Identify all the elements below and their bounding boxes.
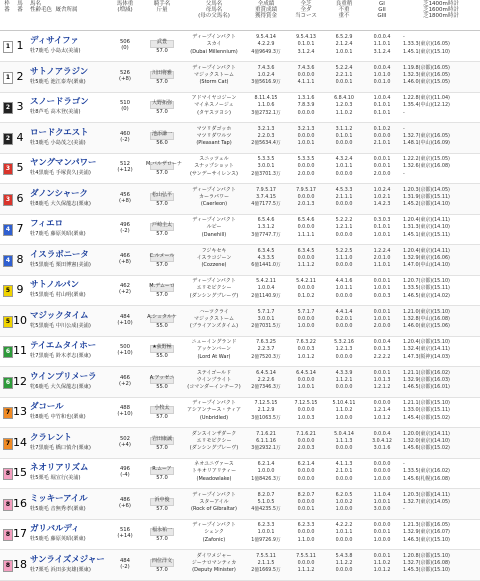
jockey-weight: 57.0 xyxy=(156,475,168,481)
table-row[interactable] xyxy=(0,519,480,550)
waku-badge: 3 xyxy=(3,163,13,175)
jockey-weight: 57.0 xyxy=(156,566,168,573)
best-times: 1.20.0(東京)(14.11) 1.32.0(東京)(14.10) 1.45.6(京都)(15.02) xyxy=(403,430,450,452)
track-record: 3.1.1.2 0.1.0.1 0.0.0.0 xyxy=(335,126,353,147)
pedigree: ハーツクライ マジックストーム (ブライアンズタイム) xyxy=(189,308,239,330)
waku-badge: 5 xyxy=(3,285,13,297)
waku-badge: 8 xyxy=(3,499,13,511)
best-times: 1.21.0(東京)(15.10) 1.32.8(中山)(16.08) 1.46.0(東京)(15.06) xyxy=(403,308,450,330)
header-pedigree: 父馬名 母馬名 (母の父馬名) xyxy=(198,1,230,20)
horse-info: 牡5栗毛 堀宣行(美浦) xyxy=(30,475,81,481)
horse-info: 牝5黒鹿毛 中川公成(美浦) xyxy=(30,322,91,329)
horse-name-link[interactable]: ダノンシャーク xyxy=(30,188,88,199)
horse-name-link[interactable]: ダコール xyxy=(30,402,64,412)
table-row[interactable] xyxy=(0,153,480,184)
horse-name-link[interactable]: ミッキーアイル xyxy=(30,493,88,504)
course-record: 6.2.3.3 0.0.0.0 1.1.0.0 xyxy=(297,523,315,543)
header-grade: GI GII GIII xyxy=(377,1,387,20)
table-header xyxy=(0,0,480,31)
track-record: 4.3.2.4 1.0.1.1 0.0.0.0 xyxy=(335,157,353,177)
waku-badge: 4 xyxy=(3,255,13,267)
table-row[interactable] xyxy=(0,428,480,459)
jockey-cell xyxy=(146,221,178,237)
jockey-name: 松山弘平 xyxy=(151,191,172,198)
course-record: 7.5.5.11 0.0.0.0 1.1.1.2 xyxy=(296,553,316,574)
table-row[interactable] xyxy=(0,184,480,215)
horse-number: 8 xyxy=(16,252,24,266)
body-weight: 484 (-2) xyxy=(119,557,131,570)
waku-badge: 8 xyxy=(3,468,13,480)
jockey-cell xyxy=(146,282,178,298)
best-times: 1.20.8(京都)(15.10) 1.32.7(京都)(16.08) 1.45.3(京都)(15.10) xyxy=(403,552,450,574)
body-weight: 484 (+10) xyxy=(117,313,133,326)
table-row[interactable] xyxy=(0,214,480,245)
header-weight: 馬体重 (増減) xyxy=(116,1,134,14)
overall-record: 6.5.4.6 1.3.1.2 3億7747.7万 xyxy=(251,218,281,238)
pedigree: ディープインパクト スターアイル (Rock of Gibraltar) xyxy=(191,491,237,513)
horse-info: 牡8芦毛 高木登(美浦) xyxy=(30,109,81,115)
jockey-cell xyxy=(146,191,178,207)
jockey-cell xyxy=(146,343,178,359)
header-track: 良重稍 不重 重不 xyxy=(335,1,353,20)
horse-info: 牡5黒鹿毛 村山明(栗東) xyxy=(30,292,86,298)
body-weight: 510 (0) xyxy=(119,100,131,113)
overall-record: 5.3.3.5 3.0.0.1 2億3701.3万 xyxy=(251,157,281,177)
jockey-weight: 55.0 xyxy=(156,322,168,329)
course-record: 6.5.4.6 0.0.0.0 1.1.1.1 xyxy=(297,218,315,238)
jockey-name: 戸崎圭太 xyxy=(151,222,172,228)
course-record: 6.2.1.4 0.0.0.0 0.0.0.0 xyxy=(297,462,315,482)
track-record: 5.10.4.11 1.1.0.2 1.0.0.0 xyxy=(332,401,356,421)
waku-badge: 7 xyxy=(3,438,13,450)
grade-record: 1.0.2.4 1.0.2.1 1.4.2.3 xyxy=(373,187,391,208)
horse-info: 牡5鹿毛 池江泰寿(栗東) xyxy=(30,78,86,85)
track-record: 4.4.1.4 0.2.0.1 0.0.0.0 xyxy=(335,309,353,330)
waku-badge: 3 xyxy=(3,194,13,206)
body-weight: 460 (-2) xyxy=(119,130,131,143)
jockey-name: A.シュタルケ xyxy=(147,313,177,320)
track-record: 4.1.1.3 2.1.0.1 0.0.0.0 xyxy=(335,462,353,482)
best-times: 1.20.4(京都)(15.10) 1.32.4(東京)(14.11) 1.47.3(阪神)(14.03) xyxy=(403,339,450,360)
jockey-weight: 57.0 xyxy=(156,231,168,237)
horse-number: 15 xyxy=(13,466,27,479)
pedigree: フジキセキ イスラコジーン (Cozzene) xyxy=(196,247,232,269)
body-weight: 456 (+8) xyxy=(119,191,131,204)
header-horse: 馬名 性齢毛色 厩舎所属 xyxy=(30,1,78,14)
waku-badge: 2 xyxy=(3,102,13,114)
pedigree: ディープインパクト アシアンナース・ティア (Unbridled) xyxy=(187,400,241,421)
header-num: 馬 番 xyxy=(17,1,23,14)
horse-number: 17 xyxy=(13,527,27,540)
track-record: 4.4.1.6 1.0.1.1 0.0.0.0 xyxy=(335,279,353,299)
overall-record: 9.5.4.14 4.2.2.9 4億9649.3万 xyxy=(251,35,281,55)
jockey-name: 小牧太 xyxy=(154,405,170,411)
overall-record: 7.12.5.15 2.1.2.9 3億1063.5万 xyxy=(251,401,281,421)
waku-badge: 1 xyxy=(3,41,13,53)
pedigree: ニューイングランド アッケンバーン (Lord At War) xyxy=(191,339,237,360)
jockey-cell xyxy=(146,435,178,451)
track-record: 5.2.2.4 2.2.1.1 0.0.0.1 xyxy=(335,65,353,86)
jockey-weight: 57.0 xyxy=(156,536,168,542)
grade-record: 0.0.0.1 1.0.0.1 2.0.0.0 xyxy=(373,309,391,330)
jockey-name: M.バルザローナ xyxy=(146,161,182,167)
jockey-weight: 57.0 xyxy=(156,292,168,298)
grade-record: 1.0.0.4 0.1.0.1 0.1.0.1 xyxy=(373,96,391,116)
table-row[interactable] xyxy=(0,336,480,367)
overall-record: 7.4.3.6 1.0.2.4 3億5616.9万 xyxy=(251,65,281,86)
horse-name-link[interactable]: イスラボニータ xyxy=(30,249,89,260)
pedigree: ネオユニヴァース トキオリアリティー (Meadowlake) xyxy=(191,461,237,482)
waku-badge: 2 xyxy=(3,133,13,145)
jockey-weight: 57.0 xyxy=(156,78,168,85)
best-times: 1.22.8(東京)(11.04) 1.35.4(中山)(12.12) - xyxy=(403,95,450,116)
course-record: 7.9.5.17 0.0.0.0 2.0.1.3 xyxy=(296,187,316,208)
horse-info: 牡5黒鹿毛 栗田博憲(美浦) xyxy=(30,261,91,268)
jockey-weight: 55.0 xyxy=(156,383,168,390)
course-record: 7.12.5.15 0.0.0.0 1.0.0.3 xyxy=(294,401,318,421)
horse-info: 牡7黒鹿毛 鈴木孝志(栗東) xyxy=(30,353,91,359)
waku-badge: 5 xyxy=(3,316,13,328)
jockey-name: 武豊 xyxy=(156,39,167,45)
grade-record: 0.1.0.2 0.0.0.0 2.1.0.1 xyxy=(373,126,391,147)
header-waku: 枠 番 xyxy=(4,1,10,14)
waku-badge: 7 xyxy=(3,407,13,419)
jockey-weight: 57.0 xyxy=(156,109,168,115)
horse-name-link[interactable]: フィエロ xyxy=(30,219,63,229)
table-row[interactable] xyxy=(0,31,480,62)
horse-info: 牡7鹿毛 藤原英昭(栗東) xyxy=(30,231,86,237)
horse-info: 牡7鹿毛 小島太(美浦) xyxy=(30,48,81,54)
header-times: 芝1400m時計 芝1600m時計 芝1800m時計 xyxy=(423,1,459,20)
course-record: 7.4.3.6 0.0.0.0 4.1.1.1 xyxy=(297,65,315,86)
horse-number: 11 xyxy=(13,344,27,357)
body-weight: 500 (+10) xyxy=(117,344,133,357)
jockey-name: ★荻野極 xyxy=(152,344,172,350)
pedigree: ディープインパクト エリモピクシー (ダンシングブレーヴ) xyxy=(189,278,239,299)
best-times: 1.20.3(京都)(14.11) 1.32.7(東京)(14.05) - xyxy=(403,491,450,513)
course-record: 3.2.1.3 0.0.0.0 1.0.0.1 xyxy=(297,126,315,147)
horse-info: 牡8鹿毛 大久保龍志(栗東) xyxy=(30,200,91,207)
track-record: 6.2.0.5 1.0.0.2 1.0.0.0 xyxy=(335,492,353,513)
jockey-name: R.ムーア xyxy=(152,466,172,472)
jockey-name: 四位洋文 xyxy=(151,557,172,564)
body-weight: 506 (0) xyxy=(119,39,131,52)
header-course: 全芝 全ダ 当コース xyxy=(295,1,317,20)
body-weight: 486 (+6) xyxy=(119,496,131,509)
jockey-cell xyxy=(146,99,178,115)
horse-name-link[interactable]: サトノルパン xyxy=(30,280,79,290)
jockey-name: A.アッゼニ xyxy=(149,374,175,381)
table-row[interactable] xyxy=(0,92,480,123)
horse-name-link[interactable]: ガリバルディ xyxy=(30,524,80,534)
table-row[interactable] xyxy=(0,306,480,337)
waku-badge: 6 xyxy=(3,346,13,358)
horse-name-link[interactable]: マジックタイム xyxy=(30,310,89,321)
horse-number: 3 xyxy=(16,100,24,113)
jockey-weight: 57.0 xyxy=(156,414,168,420)
horse-name-link[interactable]: ディサイファ xyxy=(30,36,79,46)
grade-record: 0.0.0.0 0.0.0.1 1.0.0.0 xyxy=(373,523,391,543)
overall-record: 6.4.5.14 2.2.2.6 2億7346.3万 xyxy=(251,370,281,391)
body-weight: 516 (+14) xyxy=(117,527,133,540)
jockey-weight: 57.0 xyxy=(156,444,168,451)
jockey-cell xyxy=(146,313,178,329)
overall-record: 6.3.4.5 4.3.3.5 6億1441.0万 xyxy=(251,248,281,269)
grade-record: 0.0.0.0 0.0.0.0 1.0.0.0 xyxy=(373,462,391,482)
body-weight: 466 (+8) xyxy=(119,252,131,265)
jockey-name: 大野拓弥 xyxy=(151,100,172,106)
waku-badge: 8 xyxy=(3,560,13,572)
header-jockey: 騎手名 斤量 xyxy=(153,1,171,14)
overall-record: 5.4.2.11 1.0.0.4 2億1140.9万 xyxy=(251,279,281,299)
best-times: 1.20.4(東京)(14.11) 1.32.9(東京)(16.06) 1.47.0(中山)(14.10) xyxy=(403,247,450,269)
course-record: 7.1.6.21 0.0.0.0 2.0.0.3 xyxy=(296,431,316,452)
jockey-cell xyxy=(146,69,178,85)
horse-name-link[interactable]: スノードラゴン xyxy=(30,97,89,107)
grade-record: 0.0.0.4 1.0.1.0 0.0.1.0 xyxy=(373,65,391,86)
horse-info: 牡5鹿毛 音無秀孝(栗東) xyxy=(30,505,86,512)
track-record: 5.4.3.8 1.1.2.2 0.0.0.0 xyxy=(335,553,353,574)
jockey-cell xyxy=(146,38,178,54)
body-weight: 526 (+8) xyxy=(119,69,131,82)
overall-record: 7.5.5.11 2.1.1.5 2億1669.5万 xyxy=(251,553,281,574)
track-record: 5.0.4.14 1.1.1.3 0.0.0.0 xyxy=(334,431,354,452)
grade-record: 0.0.0.1 1.0.1.3 1.2.1.2 xyxy=(373,370,391,391)
overall-record: 6.2.1.4 1.0.0.0 1億8426.3万 xyxy=(251,462,281,482)
course-record: 7.6.3.22 0.0.0.3 1.0.1.2 xyxy=(296,340,316,360)
pedigree: ダンスインザダーク エリモピクシー (ダンシングブレーヴ) xyxy=(189,430,239,452)
horse-number: 18 xyxy=(13,557,27,571)
track-record: 5.3.2.16 1.2.1.3 0.0.0.0 xyxy=(334,340,354,360)
table-row[interactable] xyxy=(0,275,480,306)
table-row[interactable] xyxy=(0,550,480,581)
horse-number: 2 xyxy=(16,69,24,83)
best-times: 1.20.7(京都)(15.10) 1.33.5(京都)(15.11) 1.46.5(東京)(14.02) xyxy=(403,278,450,299)
horse-number: 16 xyxy=(13,496,27,510)
grade-record: 0.0.0.0 1.2.1.4 1.0.1.2 xyxy=(373,401,391,421)
pedigree: ステイゴールド ウインブライト (コマンダーインチーフ) xyxy=(187,369,241,391)
jockey-cell xyxy=(146,130,178,146)
jockey-cell xyxy=(146,526,178,542)
horse-name-link[interactable]: ヤングマンパワー xyxy=(30,158,97,168)
track-record: 4.3.3.9 1.1.2.1 0.0.0.0 xyxy=(335,370,353,391)
course-record: 9.5.4.13 0.1.0.1 3.1.2.4 xyxy=(296,35,316,55)
grade-record: 0.3.0.3 0.1.0.1 1.0.0.1 xyxy=(373,218,391,238)
horse-info: 牝6鹿毛 大久保龍志(栗東) xyxy=(30,383,91,390)
overall-record: 6.2.3.3 1.0.0.1 1億9726.9万 xyxy=(251,523,281,543)
jockey-weight: 57.0 xyxy=(156,48,168,54)
table-row[interactable] xyxy=(0,62,480,93)
horse-number: 9 xyxy=(16,283,24,296)
overall-record: 7.6.3.25 2.2.3.7 2億7520.3万 xyxy=(251,340,281,360)
course-record: 6.3.4.5 0.0.0.0 1.1.1.2 xyxy=(297,248,315,269)
jockey-cell xyxy=(146,160,182,176)
horse-info: 牡7黒鹿毛 橋口慎介(栗東) xyxy=(30,444,91,451)
waku-badge: 6 xyxy=(3,377,13,389)
track-record: 4.2.2.2 1.0.1.1 0.0.0.0 xyxy=(335,523,353,543)
track-record: 5.2.2.2 1.2.1.1 0.0.0.0 xyxy=(335,218,353,238)
pedigree: ディープインパクト ルビー (Danehill) xyxy=(192,217,236,238)
best-times: - 1.33.5(東京)(16.02) 1.45.6(札幌)(16.08) xyxy=(403,461,450,482)
body-weight: 462 (+2) xyxy=(119,283,131,296)
overall-record: 3.2.1.3 2.2.0.3 2億5634.4万 xyxy=(251,126,281,147)
jockey-weight: 57.0 xyxy=(156,261,168,268)
horse-name-link[interactable]: テイエムタイホー xyxy=(30,341,97,351)
grade-record: 0.0.0.4 1.1.0.1 3.1.2.4 xyxy=(373,35,391,55)
body-weight: 502 (+4) xyxy=(119,435,131,448)
jockey-cell xyxy=(146,404,178,420)
waku-badge: 4 xyxy=(3,224,13,236)
horse-number: 14 xyxy=(13,435,27,449)
horse-number: 5 xyxy=(16,161,24,174)
horse-name-link[interactable]: サンライズメジャー xyxy=(30,554,105,565)
grade-record: 1.2.2.4 2.0.1.0 1.1.0.1 xyxy=(373,248,391,269)
jockey-cell xyxy=(146,374,178,390)
horse-number: 10 xyxy=(13,313,27,327)
overall-record: 8.11.4.15 1.1.0.6 3億2732.1万 xyxy=(251,96,281,116)
table-row[interactable] xyxy=(0,367,480,398)
grade-record: 1.1.0.4 1.0.0.1 3.0.0.0 xyxy=(373,492,391,513)
horse-number: 6 xyxy=(16,191,24,205)
track-record: 6.5.2.9 2.1.2.4 1.0.0.1 xyxy=(335,35,353,55)
jockey-name: C.ルメール xyxy=(149,252,175,259)
grade-record: 0.0.0.1 1.0.0.1 0.0.0.3 xyxy=(373,279,391,299)
horse-info: 牡5鹿毛 藤原英昭(栗東) xyxy=(30,536,86,542)
pedigree: アドマイヤコジーン マイネスノージュ (タヤスツヨシ) xyxy=(191,95,237,116)
jockey-weight: 55.0 xyxy=(156,353,168,359)
best-times: 1.20.3(京都)(14.05) 1.31.9(京都)(15.11) 1.45.2(京都)(14.10) xyxy=(403,186,450,208)
horse-number: 7 xyxy=(16,222,24,235)
overall-record: 7.9.5.17 3.7.4.15 4億7177.5万 xyxy=(251,187,281,208)
horse-info: 牡7栗毛 浜田多実雄(栗東) xyxy=(30,566,91,573)
jockey-cell xyxy=(146,252,178,268)
jockey-name: 川田将雅 xyxy=(151,69,172,76)
jockey-cell xyxy=(146,557,178,573)
best-times: 1.21.1(京都)(15.10) 1.33.0(京都)(15.11) 1.45.4(京都)(15.02) xyxy=(403,400,450,421)
jockey-weight: 57.0 xyxy=(156,200,168,207)
horse-number: 12 xyxy=(13,374,27,388)
jockey-weight: 57.0 xyxy=(156,170,168,176)
overall-record: 7.1.6.21 6.1.1.16 3億2932.1万 xyxy=(251,431,281,452)
jockey-weight: 57.0 xyxy=(156,505,168,512)
grade-record: 0.0.0.4 3.0.4.12 3.0.1.6 xyxy=(372,431,392,452)
horse-info: 牡8鹿毛 中竹和也(栗東) xyxy=(30,414,86,420)
horse-number: 13 xyxy=(13,405,27,418)
table-row[interactable] xyxy=(0,245,480,276)
pedigree: ディープインパクト マジックストーム (Storm Cat) xyxy=(192,64,236,86)
body-weight: 496 (-2) xyxy=(119,222,131,235)
jockey-name: 岩田康誠 xyxy=(151,435,172,442)
jockey-name: 浜中俊 xyxy=(154,496,170,503)
horse-name-link[interactable]: ネオリアリズム xyxy=(30,463,89,473)
course-record: 1.3.1.6 7.8.3.9 0.0.0.0 xyxy=(297,96,315,116)
overall-record: 5.7.1.7 3.0.0.1 2億7031.5万 xyxy=(251,309,281,330)
grade-record: 0.0.0.1 0.0.0.1 2.0.0.0 xyxy=(373,157,391,177)
waku-badge: 1 xyxy=(3,72,13,84)
table-row[interactable] xyxy=(0,489,480,520)
course-record: 6.4.5.14 0.0.0.0 1.0.0.1 xyxy=(296,370,316,391)
course-record: 5.3.3.5 0.0.0.0 2.0.0.0 xyxy=(297,157,315,177)
jockey-name: 池添謙一 xyxy=(151,130,172,137)
body-weight: 512 (+12) xyxy=(117,161,133,174)
best-times: 1.19.8(京都)(16.05) 1.32.3(東京)(16.05) 1.46.0(東京)(15.05) xyxy=(403,64,450,86)
course-record: 8.2.0.7 0.0.0.0 0.0.0.1 xyxy=(297,492,315,513)
horse-name-link[interactable]: ロードクエスト xyxy=(30,127,89,138)
best-times: - 1.33.3(東京)(16.05) 1.45.1(東京)(15.10) xyxy=(403,34,450,55)
track-record: 6.8.4.10 1.2.0.3 1.1.0.2 xyxy=(334,96,354,116)
jockey-weight: 56.0 xyxy=(156,139,168,146)
pedigree: ダイワメジャー ジーナロマンティカ (Deputy Minister) xyxy=(191,552,237,574)
header-overall: 全成績 重賞成績 獲得賞金 xyxy=(254,1,277,20)
pedigree: ディープインパクト カーラパワー (Caerleon) xyxy=(192,186,236,208)
jockey-name: 福永祐一 xyxy=(151,527,172,533)
jockey-name: M.デムーロ xyxy=(149,283,175,289)
best-times: 1.21.3(京都)(16.05) 1.32.9(東京)(16.07) 1.46.3(東京)(15.10) xyxy=(403,522,450,543)
grade-record: 0.0.0.1 1.1.0.2 1.0.1.2 xyxy=(373,553,391,574)
body-weight: 466 (+2) xyxy=(119,374,131,387)
table-row[interactable] xyxy=(0,397,480,428)
pedigree: スニッツェル スナップショット (サンデーサイレンス) xyxy=(189,156,239,177)
jockey-cell xyxy=(146,496,178,512)
best-times: 1.20.4(東京)(14.11) 1.31.3(東京)(14.10) 1.45.1(東京)(15.11) xyxy=(403,217,450,238)
table-row[interactable] xyxy=(0,458,480,489)
horse-info: 牡4黒鹿毛 手塚貴久(美浦) xyxy=(30,170,91,176)
horse-name-link[interactable]: ウインプリメーラ xyxy=(30,371,97,382)
body-weight: 496 (-4) xyxy=(119,466,131,479)
course-record: 5.4.2.11 0.0.0.0 0.1.0.2 xyxy=(296,279,316,299)
pedigree: ディープインパクト スカイ (Dubai Millennium) xyxy=(190,34,238,55)
body-weight: 488 (+10) xyxy=(117,405,133,418)
waku-badge: 8 xyxy=(3,529,13,541)
course-record: 5.7.1.7 0.0.0.0 1.0.0.0 xyxy=(297,309,315,330)
jockey-cell xyxy=(146,465,178,481)
grade-record: 0.0.0.4 0.0.1.3 2.2.2.2 xyxy=(373,340,391,360)
best-times: 1.21.1(京都)(16.02) 1.32.9(京都)(16.03) 1.46.5(京都)(16.01) xyxy=(403,369,450,391)
pedigree: ディープインパクト シェンク (Zafonic) xyxy=(192,522,236,543)
best-times: - 1.32.7(東京)(16.05) 1.48.1(中山)(16.09) xyxy=(403,125,450,147)
horse-number: 1 xyxy=(16,39,24,52)
pedigree: マツリダゴッホ マツリダワルツ (Pleasant Tap) xyxy=(196,125,232,147)
horse-name-link[interactable]: クラレント xyxy=(30,432,72,443)
best-times: 1.22.2(東京)(15.05) 1.32.6(東京)(16.08) - xyxy=(403,156,450,177)
overall-record: 8.2.0.7 5.1.0.5 4億4235.5万 xyxy=(251,492,281,513)
horse-info: 牡3鹿毛 小島茂之(美浦) xyxy=(30,139,86,146)
horse-number: 4 xyxy=(16,130,24,144)
horse-name-link[interactable]: サトノアラジン xyxy=(30,66,89,77)
track-record: 5.2.2.5 1.1.1.0 0.0.0.0 xyxy=(335,248,353,269)
table-row[interactable] xyxy=(0,123,480,154)
track-record: 4.5.3.3 2.1.1.1 0.0.0.0 xyxy=(335,187,353,208)
